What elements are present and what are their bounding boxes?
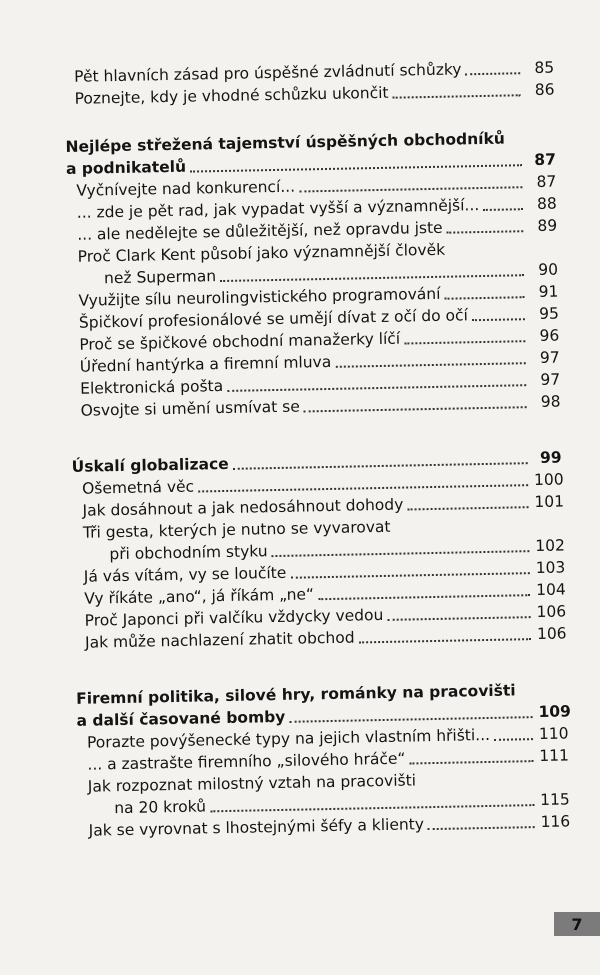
dot-leader <box>447 229 524 233</box>
toc-entry-title: ... zde je pět rad, jak vypadat vyšší a významnější... <box>76 196 480 222</box>
toc-entry-title: při obchodním styku <box>109 542 268 564</box>
toc-page-number: 116 <box>540 812 571 831</box>
toc-entry-title: Vyčnívejte nad konkurencí... <box>76 177 296 200</box>
toc-entry-title: Tři gesta, kterých je nutno se vyvarovat <box>82 517 391 542</box>
toc-page-number: 106 <box>536 602 567 622</box>
toc-page-number: 106 <box>536 624 567 644</box>
toc-entry-title: Porazte povýšenecké typy na jejich vlastním hřišti... <box>86 725 491 752</box>
toc-page-number: 85 <box>534 58 555 77</box>
dot-leader <box>395 529 529 533</box>
toc-entry-title: Ošemetná věc <box>81 477 195 498</box>
toc-entry-title: a podnikatelů <box>65 157 187 178</box>
dot-leader <box>444 295 524 300</box>
toc-entry-title: Využijte sílu neurolingvistického programování <box>78 284 441 310</box>
toc-page-number: 102 <box>535 536 566 556</box>
dot-leader <box>494 737 533 741</box>
toc-entry-title: Nejlépe střežená tajemství úspěšných obchodníků <box>65 129 506 156</box>
toc-page-number: 97 <box>540 370 561 389</box>
toc-page-number: 87 <box>536 172 557 191</box>
dot-leader <box>404 339 525 344</box>
toc-entry-title: Elektronická pošta <box>80 377 224 398</box>
dot-leader <box>299 185 522 192</box>
toc-page-number: 99 <box>539 448 562 467</box>
toc-entry-title: Proč se špičkové obchodní manažerky líčí <box>79 329 401 354</box>
dot-leader <box>318 593 530 600</box>
toc-page-number: 86 <box>534 80 555 99</box>
toc-entry-title: Jak může nachlazení zhatit obchod <box>84 628 355 652</box>
toc-entry-title: Pět hlavních zásad pro úspěšné zvládnutí schůzky <box>74 60 462 86</box>
toc-page-number: 100 <box>533 470 564 490</box>
toc-page-number: 87 <box>534 150 557 169</box>
dot-leader <box>233 461 528 470</box>
dot-leader <box>290 571 529 579</box>
toc-entry-title: na 20 kroků <box>114 797 207 818</box>
dot-leader <box>359 637 531 643</box>
toc-entry-title: ... ale nedělejte se důležitější, než opravdu jste <box>77 218 443 244</box>
toc-entry-title: Proč Clark Kent působí jako významnější člověk <box>77 240 446 266</box>
toc-entry-title: Já vás vítám, vy se loučíte <box>83 563 287 586</box>
toc-entry-title: Poznejte, kdy je vhodné schůzku ukončit <box>74 83 389 108</box>
dot-leader <box>289 715 532 723</box>
dot-leader <box>227 383 526 392</box>
toc-page-number: 96 <box>539 326 560 345</box>
dot-leader <box>428 825 535 830</box>
toc-page-number: 97 <box>539 348 560 367</box>
toc-page-number: 98 <box>540 392 561 411</box>
toc-entry-title: než Superman <box>103 267 217 288</box>
toc-page-number: 95 <box>538 304 560 323</box>
toc-entry-title: Proč Japonci při valčíku vždycky vedou <box>84 605 384 630</box>
dot-leader <box>466 71 521 75</box>
toc-entry-title: Jak rozpoznat milostný vztah na pracovišti <box>87 771 417 796</box>
toc-page-number: 110 <box>538 724 569 744</box>
dot-leader <box>410 759 534 764</box>
dot-leader <box>220 273 524 282</box>
dot-leader <box>272 549 530 557</box>
dot-leader <box>483 207 523 211</box>
toc-entry-title: Úřední hantýrka a firemní mluva <box>79 352 332 376</box>
toc-page-number: 109 <box>538 702 572 722</box>
toc-entry-title: Vy říkáte „ano“, já říkám „ne“ <box>84 585 315 608</box>
dot-leader <box>520 695 533 696</box>
dot-leader <box>449 253 523 255</box>
dot-leader <box>393 93 521 98</box>
toc-entry-title: Špičkoví profesionálové se umějí dívat z očí do očí <box>78 306 469 332</box>
dot-leader <box>472 317 525 321</box>
dot-leader <box>210 803 534 812</box>
toc-entry-title: Jak se vyrovnat s lhostejnými šéfy a klienty <box>88 815 425 840</box>
toc-page-number: 103 <box>535 558 566 578</box>
toc-page-number: 91 <box>538 282 559 301</box>
dot-leader <box>304 405 527 412</box>
toc-page-number: 88 <box>536 194 557 213</box>
dot-leader <box>198 483 528 492</box>
dot-leader <box>407 505 528 510</box>
table-of-contents <box>64 57 572 842</box>
toc-page-number: 104 <box>535 580 566 600</box>
page-number: 7 <box>554 912 600 936</box>
toc-entry-title: ... a zastrašte firemního „silového hráče“ <box>87 749 406 774</box>
toc-entry-title: Úskalí globalizace <box>71 454 229 476</box>
dot-leader <box>387 615 530 621</box>
dot-leader <box>335 361 525 368</box>
toc-page-number: 89 <box>537 216 558 235</box>
toc-entry-title: Jak dosáhnout a jak nedosáhnout dohody <box>82 495 404 520</box>
toc-entry-title: Osvojte si umění usmívat se <box>80 397 300 420</box>
toc-page-number: 115 <box>540 790 570 809</box>
toc-entry-title: a další časované bomby <box>76 707 286 730</box>
dot-leader <box>509 143 522 144</box>
toc-page-number: 101 <box>534 492 565 512</box>
toc-page-number: 111 <box>539 746 570 766</box>
toc-page-number: 90 <box>538 260 559 279</box>
dot-leader <box>420 783 534 786</box>
toc-entry-title: Firemní politika, silové hry, románky na pracovišti <box>75 681 516 708</box>
